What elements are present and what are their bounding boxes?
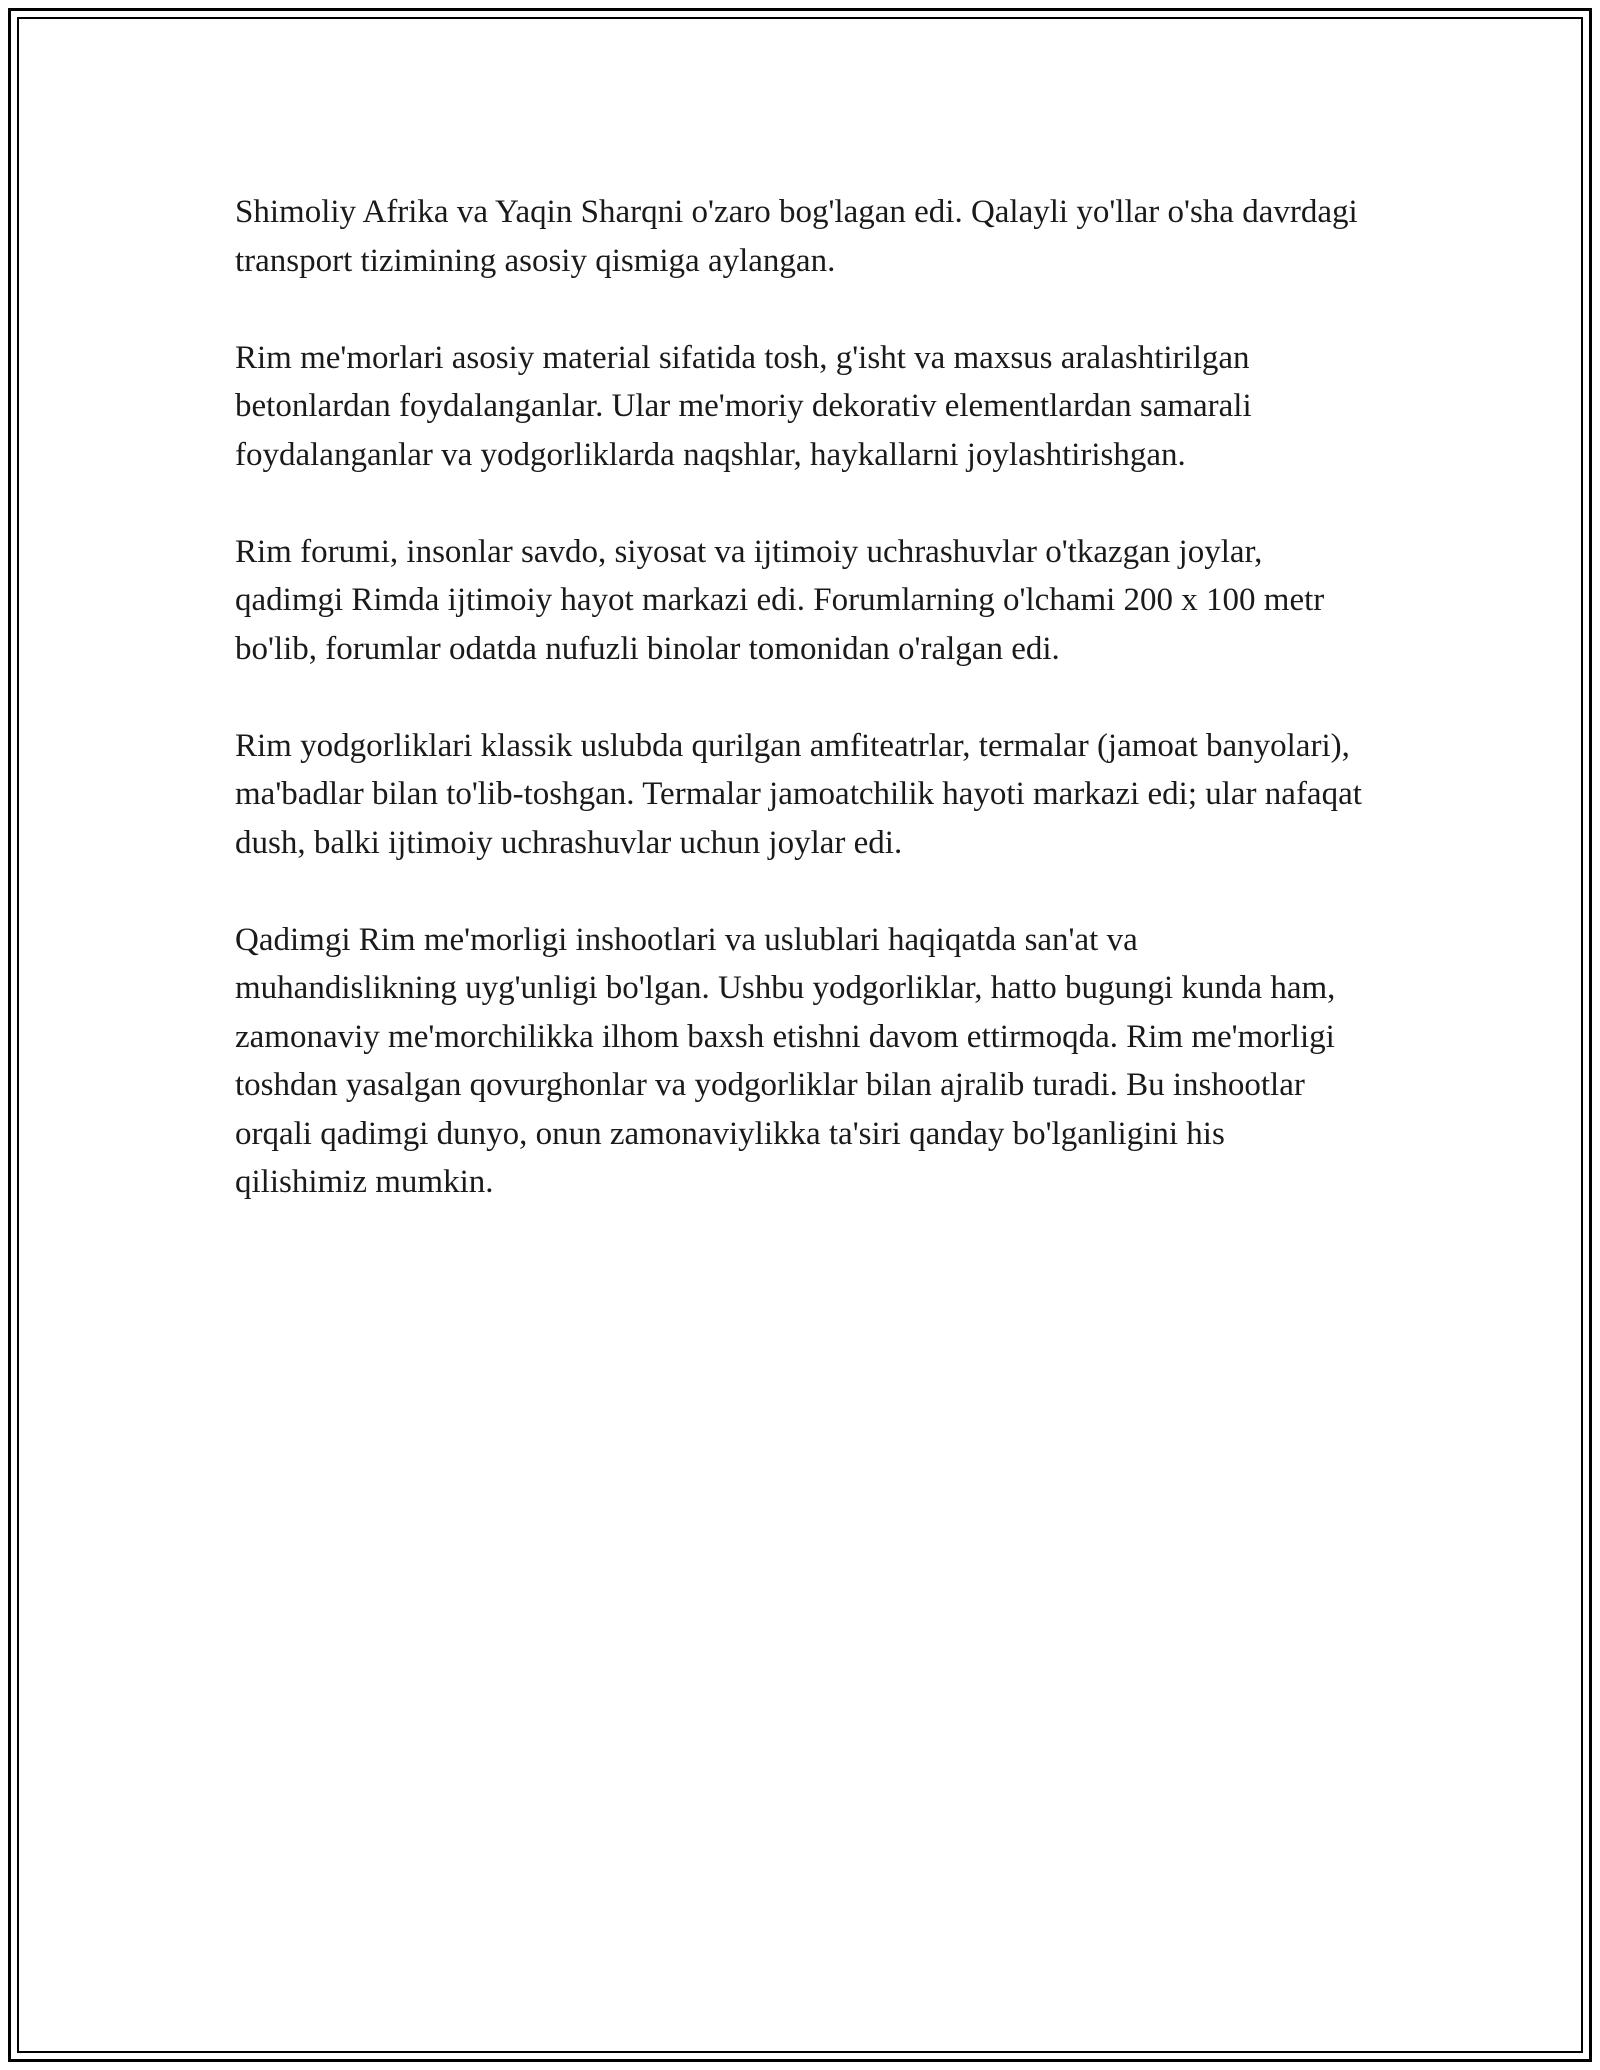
paragraph: Rim forumi, insonlar savdo, siyosat va ijtimoiy uchrashuvlar o'tkazgan joylar, qadimgi Rimda ijtimoiy hayot markazi edi. Forumlarning o'lchami 200 x 100 metr bo'lib, forumlar odatda nufuzli binolar tomonidan o'ralgan edi.	[235, 533, 1325, 667]
paragraph: Rim me'morlari asosiy material sifatida tosh, g'isht va maxsus aralashtirilgan betonlardan foydalanganlar. Ular me'moriy dekorativ elementlardan samarali foydalanganlar va yodgorliklarda naqshlar, haykallarni joylashtirishgan.	[235, 339, 1252, 473]
paragraph: Qadimgi Rim me'morligi inshootlari va uslublari haqiqatda san'at va muhandislikning uyg'unligi bo'lgan. Ushbu yodgorliklar, hatto bugungi kunda ham, zamonaviy me'morchilikka ilhom baxsh etishni davom ettirmoqda. Rim me'morligi toshdan yasalgan qovurghonlar va yodgorliklar bilan ajralib turadi. Bu inshootlar orqali qadimgi dunyo, onun zamonaviylikka ta'siri qanday bo'lganligini his qilishimiz mumkin.	[235, 921, 1336, 1200]
document-body	[235, 188, 1365, 1255]
paragraph: Shimoliy Afrika va Yaqin Sharqni o'zaro bog'lagan edi. Qalayli yo'llar o'sha davrdagi transport tizimining asosiy qismiga aylangan.	[235, 194, 1358, 279]
paragraph: Rim yodgorliklari klassik uslubda qurilgan amfiteatrlar, termalar (jamoat banyolari), ma'badlar bilan to'lib-toshgan. Termalar jamoatchilik hayoti markazi edi; ular nafaqat dush, balki ijtimoiy uchrashuvlar uchun joylar edi.	[235, 727, 1362, 861]
